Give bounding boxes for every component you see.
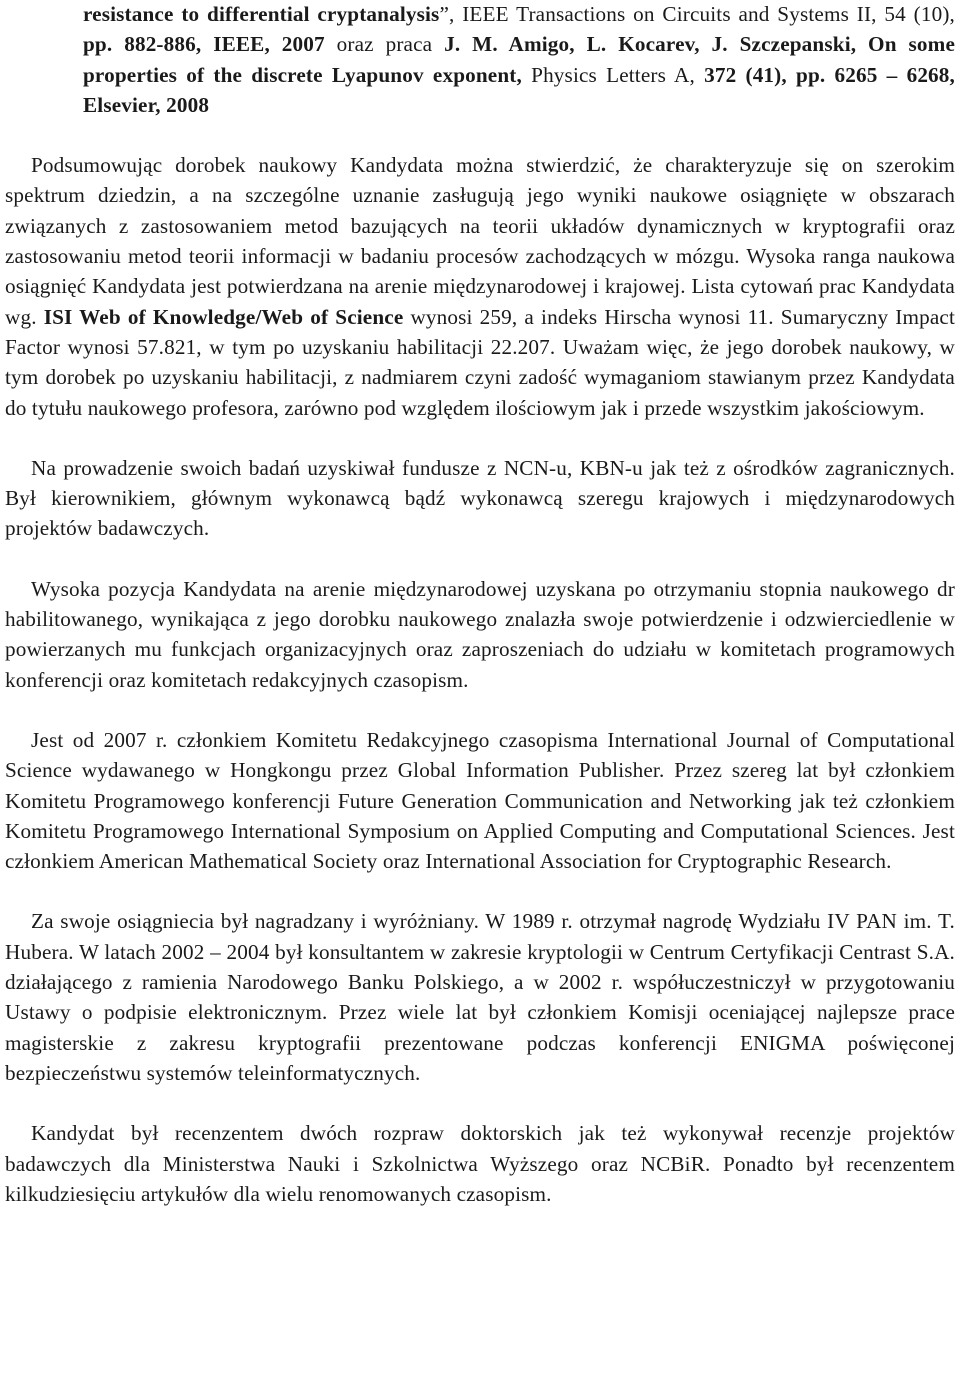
text-seg: wynosi 259, a indeks Hirscha wynosi 11. Sumaryczny Impact Factor wynosi 57.821, w tym po uzyskaniu habilitacji 22.207. Uważam więc, że jego dorobek naukowy, w tym dorobek po uzyskaniu habilitacji, z nadmiarem czyni zadość wymaganiom stawianym przez Kandydata do tytułu naukowego profesora, zarówno pod względem ilościowym jak i przede wszystkim jakościowym.	[5, 304, 955, 420]
paragraph-gap	[5, 695, 955, 725]
paragraph-gap	[5, 544, 955, 574]
ref-seg: ”, IEEE Transactions on Circuits and Systems II, 54 (10),	[439, 2, 956, 26]
paragraph-awards	[5, 906, 955, 1088]
ref-seg: J. M. Amigo, L. Kocarev, J. Szczepanski, On some properties of the discrete Lyapunov exponent,	[83, 32, 956, 87]
document-page	[5, 0, 955, 1209]
text-seg: Na prowadzenie swoich badań uzyskiwał fundusze z NCN-u, KBN-u jak też z ośrodków zagranicznych. Był kierownikiem, głównym wykonawcą bądź wykonawcą szeregu krajowych i międzynarodowych projektów badawczych.	[5, 455, 955, 541]
text-seg: Jest od 2007 r. członkiem Komitetu Redakcyjnego czasopisma International Journal of Computational Science wydawanego w Hongkongu przez Global Information Publisher. Przez szereg lat był członkiem Komitetu Programowego konferencji Future Generation Communication and Networking jak też członkiem Komitetu Programowego International Symposium on Applied Computing and Computational Sciences. Jest członkiem American Mathematical Society oraz International Association for Cryptographic Research.	[5, 727, 955, 874]
paragraph-gap	[5, 1088, 955, 1118]
ref-seg: Physics Letters A,	[521, 62, 705, 87]
ref-seg: 372 (41), pp. 6265 – 6268, Elsevier, 2008	[83, 62, 955, 117]
paragraph-position	[5, 574, 955, 695]
text-seg: Kandydat był recenzentem dwóch rozpraw doktorskich jak też wykonywał recenzje projektów badawczych dla Ministerstwa Nauki i Szkolnictwa Wyższego oraz NCBiR. Ponadto był recenzentem kilkudziesięciu artykułów dla wielu renomowanych czasopism.	[5, 1121, 955, 1206]
paragraph-summary	[5, 150, 955, 423]
paragraph-gap	[5, 423, 955, 453]
text-seg-bold: ISI Web of Knowledge/Web of Science	[43, 304, 404, 329]
reference-continuation	[5, 0, 955, 120]
ref-seg: resistance to differential cryptanalysis	[83, 2, 440, 26]
paragraph-gap	[5, 876, 955, 906]
paragraph-funding	[5, 453, 955, 544]
text-seg: Wysoka pozycja Kandydata na arenie międzynarodowej uzyskana po otrzymaniu stopnia naukowego dr habilitowanego, wynikająca z jego dorobku naukowego znalazła swoje potwierdzenie i odzwierciedlenie w powierzanych mu funkcjach organizacyjnych oraz zaproszeniach do udziału w komitetach programowych konferencji oraz komitetach redakcyjnych czasopism.	[5, 576, 955, 692]
paragraph-gap	[5, 120, 955, 150]
ref-seg: pp. 882-886, IEEE, 2007	[83, 32, 325, 57]
paragraph-reviews	[5, 1118, 955, 1209]
ref-seg: oraz praca	[324, 32, 445, 57]
text-seg: Podsumowując dorobek naukowy Kandydata można stwierdzić, że charakteryzuje się on szerokim spektrum dziedzin, a na szczególne uznanie zasługują jego wyniki naukowe osiągnięte w obszarach związanych z zastosowaniem metod bazujących na teorii układów dynamicznych w kryptografii oraz zastosowaniu metod teorii informacji w badaniu procesów zachodzących w mózgu. Wysoka ranga naukowa osiągnięć Kandydata jest potwierdzana na arenie międzynarodowej i krajowej. Lista cytowań prac Kandydata wg.	[5, 153, 955, 329]
paragraph-committees	[5, 725, 955, 876]
text-seg: Za swoje osiągniecia był nagradzany i wyróżniany. W 1989 r. otrzymał nagrodę Wydziału IV PAN im. T. Hubera. W latach 2002 – 2004 był konsultantem w zakresie kryptologii w Centrum Certyfikacji Centrast S.A. działającego z ramienia Narodowego Banku Polskiego, a w 2002 r. współuczestniczył w przygotowaniu Ustawy o podpisie elektronicznym. Przez wiele lat był członkiem Komisji oceniającej najlepsze prace magisterskie z zakresu kryptografii prezentowane podczas konferencji ENIGMA poświęconej bezpieczeństwu systemów teleinformatycznych.	[5, 909, 955, 1085]
